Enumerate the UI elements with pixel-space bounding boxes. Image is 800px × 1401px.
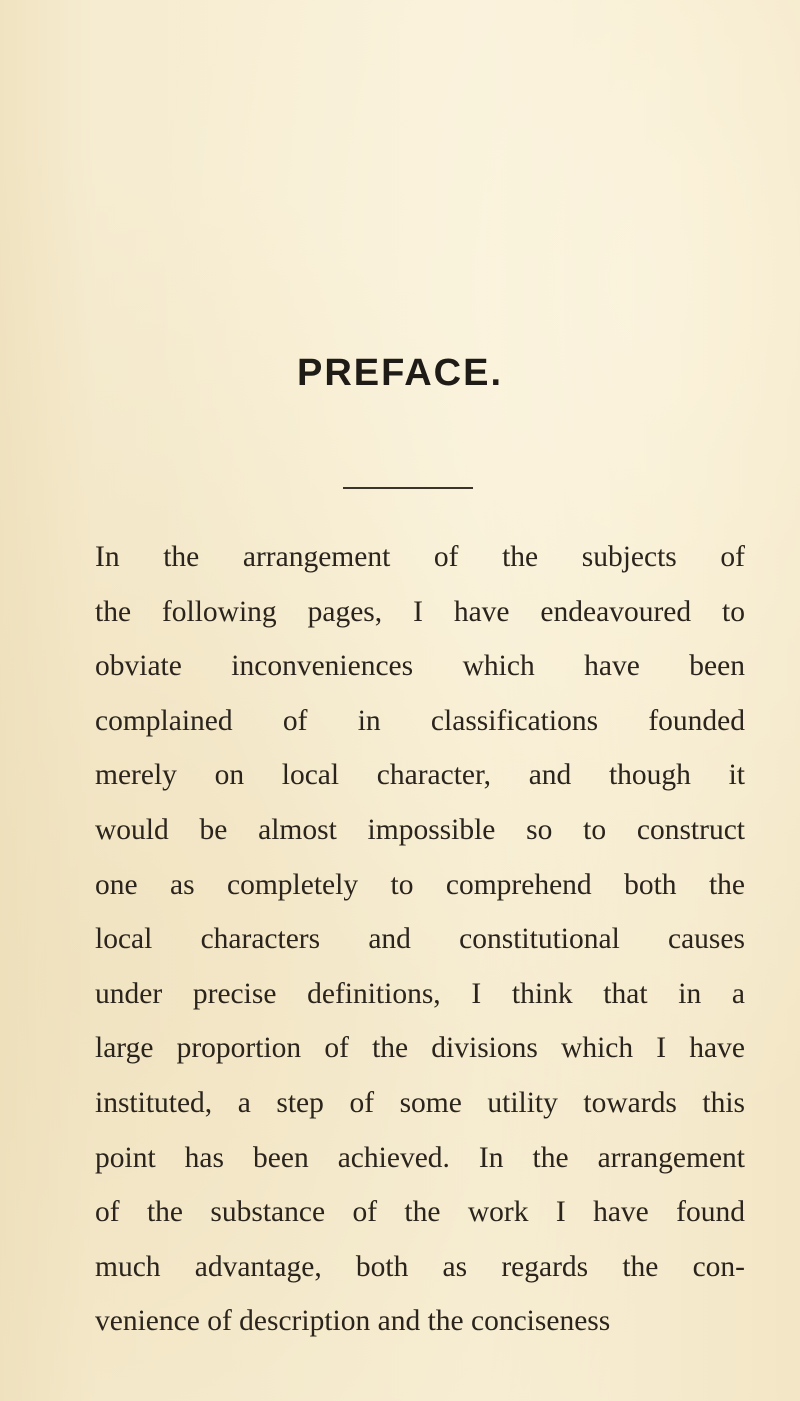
- text-line: much advantage, both as regards the con-: [95, 1250, 745, 1283]
- text-line: instituted, a step of some utility towards this: [95, 1086, 745, 1119]
- page-title: PREFACE.: [296, 352, 504, 394]
- preface-body: [95, 530, 745, 1349]
- text-line: complained of in classifications founded: [95, 704, 745, 737]
- text-line: point has been achieved. In the arrangement: [95, 1141, 745, 1174]
- title-divider: [343, 487, 473, 489]
- text-line: under precise definitions, I think that in a: [95, 977, 745, 1010]
- text-line: large proportion of the divisions which I have: [95, 1032, 745, 1065]
- text-line: of the substance of the work I have found: [95, 1196, 745, 1229]
- text-line: local characters and constitutional causes: [95, 923, 745, 956]
- text-line: the following pages, I have endeavoured to: [95, 595, 745, 628]
- text-line: In the arrangement of the subjects of: [95, 541, 745, 573]
- text-line: one as completely to comprehend both the: [95, 868, 745, 901]
- text-line: venience of description and the conciseness: [95, 1305, 611, 1338]
- text-line: obviate inconveniences which have been: [95, 650, 745, 683]
- text-line: would be almost impossible so to construct: [95, 813, 745, 846]
- text-line: merely on local character, and though it: [95, 759, 745, 792]
